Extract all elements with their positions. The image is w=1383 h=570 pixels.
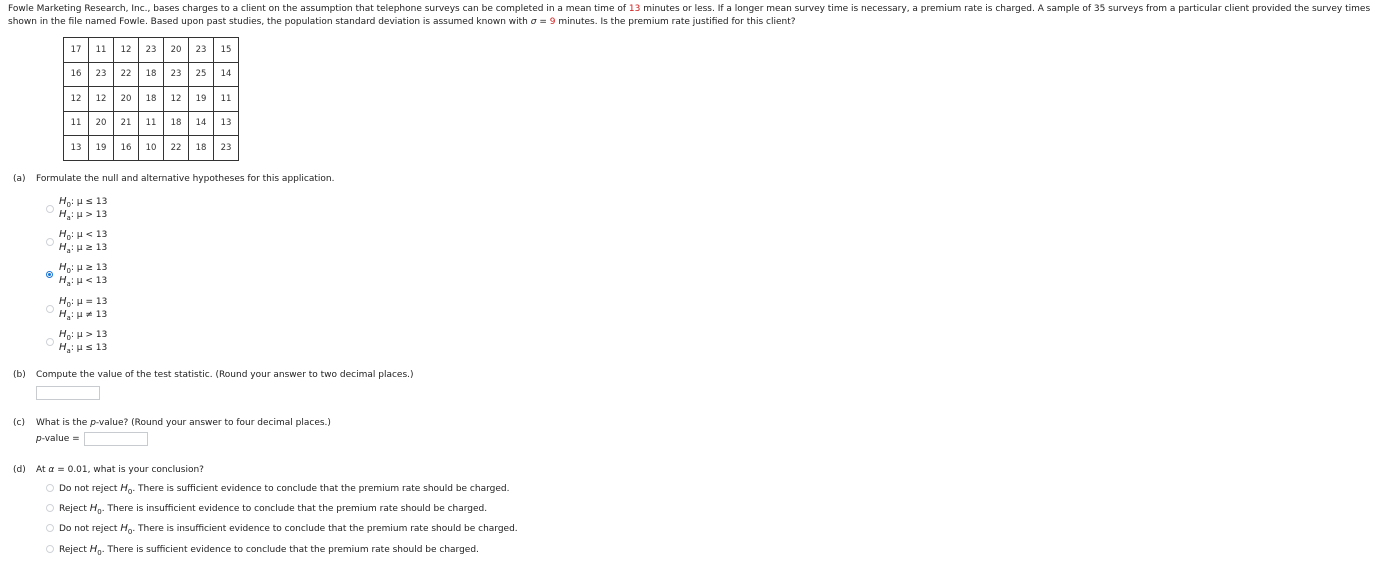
hypothesis-option[interactable] — [46, 296, 166, 326]
alt-subscript: a — [66, 214, 71, 222]
table-cell: 23 — [164, 62, 189, 87]
part-a-question: Formulate the null and alternative hypotheses for this application. — [36, 174, 335, 184]
colon: : — [71, 230, 75, 240]
table-cell: 23 — [189, 38, 214, 63]
p-value-label — [36, 434, 80, 444]
h-letter: H — [59, 329, 67, 340]
conclusion-text: . There is sufficient evidence to conclude that the premium rate should be charged. — [101, 545, 479, 555]
table-cell: 16 — [64, 62, 89, 87]
null-subscript: 0 — [127, 488, 133, 496]
conclusion-action: Reject — [59, 504, 90, 514]
null-hypothesis — [59, 296, 107, 307]
part-c-p: p — [90, 418, 96, 428]
table-cell: 21 — [114, 111, 139, 136]
radio-button[interactable] — [46, 271, 53, 278]
table-cell: 23 — [214, 136, 239, 161]
conclusion-action: Do not reject — [59, 484, 121, 494]
h-letter: H — [120, 523, 128, 534]
null-hypothesis-text: μ = 13 — [76, 297, 108, 307]
conclusion-option[interactable] — [46, 544, 479, 555]
table-cell: 19 — [189, 87, 214, 112]
colon: : — [70, 276, 74, 286]
conclusion-text: . There is insufficient evidence to conclude that the premium rate should be charged. — [101, 504, 488, 514]
hypothesis-option[interactable] — [46, 196, 166, 226]
part-b-label: (b) — [13, 370, 26, 380]
null-hypothesis-text: μ ≥ 13 — [76, 263, 108, 273]
alternative-hypothesis — [59, 342, 107, 353]
null-hypothesis-text: μ < 13 — [76, 230, 108, 240]
radio-button[interactable] — [46, 305, 54, 313]
alternative-hypothesis — [59, 275, 107, 286]
null-subscript: 0 — [97, 508, 102, 516]
colon: : — [71, 297, 75, 307]
table-row — [64, 38, 239, 63]
table-cell: 18 — [164, 111, 189, 136]
radio-button[interactable] — [46, 338, 54, 346]
h-letter: H — [59, 196, 67, 207]
part-d-text-2: = 0.01, what is your conclusion? — [54, 465, 204, 475]
table-cell: 10 — [139, 136, 164, 161]
table-cell: 12 — [114, 38, 139, 63]
radio-button[interactable] — [46, 524, 54, 532]
hypothesis-option[interactable] — [46, 262, 166, 292]
colon: : — [71, 330, 75, 340]
part-c-text-1: What is the — [36, 418, 91, 428]
table-cell: 11 — [64, 111, 89, 136]
alt-subscript: a — [66, 247, 71, 255]
h-letter: H — [59, 296, 67, 307]
sigma-symbol: σ — [530, 16, 537, 27]
part-d-label: (d) — [13, 465, 26, 475]
radio-button[interactable] — [46, 545, 54, 553]
null-subscript: 0 — [97, 549, 102, 557]
part-d-question — [36, 465, 204, 475]
table-row — [64, 62, 239, 87]
p-value-label-p: p — [36, 434, 42, 444]
null-subscript: 0 — [66, 334, 71, 342]
table-row — [64, 111, 239, 136]
colon: : — [70, 310, 74, 320]
radio-button[interactable] — [46, 484, 54, 492]
part-c-question — [36, 418, 331, 428]
conclusion-text: . There is insufficient evidence to conclude that the premium rate should be charged. — [132, 524, 518, 534]
null-subscript: 0 — [66, 201, 71, 209]
problem-statement — [8, 3, 1373, 28]
table-cell: 15 — [214, 38, 239, 63]
alternative-hypothesis — [59, 242, 107, 253]
h-letter: H — [59, 275, 67, 286]
alternative-hypothesis-text: μ ≠ 13 — [76, 310, 108, 320]
hypothesis-option[interactable] — [46, 229, 166, 259]
table-cell: 13 — [64, 136, 89, 161]
table-cell: 20 — [114, 87, 139, 112]
colon: : — [70, 343, 74, 353]
p-value-input[interactable] — [84, 432, 148, 446]
alt-subscript: a — [66, 280, 71, 288]
table-row — [64, 87, 239, 112]
colon: : — [70, 243, 74, 253]
conclusion-option[interactable] — [46, 523, 518, 534]
null-subscript: 0 — [66, 234, 71, 242]
p-value-label-text: -value = — [41, 434, 80, 444]
table-cell: 22 — [164, 136, 189, 161]
radio-button[interactable] — [46, 238, 54, 246]
table-cell: 23 — [139, 38, 164, 63]
alt-subscript: a — [66, 314, 71, 322]
part-b-question: Compute the value of the test statistic. (Round your answer to two decimal places.) — [36, 370, 414, 380]
alpha-symbol: α — [48, 465, 55, 475]
h-letter: H — [59, 229, 67, 240]
table-cell: 23 — [89, 62, 114, 87]
intro-text-3: minutes. Is the premium rate justified for this client? — [555, 16, 796, 27]
table-cell: 12 — [89, 87, 114, 112]
intro-text-1: Fowle Marketing Research, Inc., bases charges to a client on the assumption that telephone surveys can be completed in a mean time of — [8, 4, 629, 14]
table-cell: 18 — [139, 62, 164, 87]
table-cell: 16 — [114, 136, 139, 161]
part-d-text-1: At — [36, 465, 49, 475]
table-cell: 13 — [214, 111, 239, 136]
h-letter: H — [89, 503, 98, 514]
table-cell: 25 — [189, 62, 214, 87]
h-letter: H — [59, 242, 67, 253]
alternative-hypothesis-text: μ > 13 — [76, 210, 108, 220]
null-hypothesis — [59, 262, 107, 273]
part-a-label: (a) — [13, 174, 26, 184]
null-subscript: 0 — [127, 528, 133, 536]
null-hypothesis-text: μ > 13 — [76, 330, 108, 340]
survey-times-table — [63, 37, 239, 161]
table-cell: 14 — [189, 111, 214, 136]
intro-text-2: minutes or less. If a longer mean survey time is necessary, a premium rate is charged. A sample of 35 surveys from a particular client provided the survey times shown in the file named Fowle. Based upon past studies, the population standard deviation is assumed known with — [8, 4, 1371, 27]
alternative-hypothesis-text: μ ≤ 13 — [76, 343, 108, 353]
h-letter: H — [89, 544, 98, 555]
conclusion-action: Reject — [59, 545, 90, 555]
h-letter: H — [59, 309, 67, 320]
h-letter: H — [59, 209, 67, 220]
null-hypothesis — [59, 229, 107, 240]
table-cell: 12 — [164, 87, 189, 112]
alternative-hypothesis — [59, 309, 107, 320]
table-cell: 11 — [89, 38, 114, 63]
table-cell: 18 — [139, 87, 164, 112]
equals-sign: = — [536, 16, 550, 27]
table-cell: 12 — [64, 87, 89, 112]
table-cell: 22 — [114, 62, 139, 87]
table-cell: 20 — [164, 38, 189, 63]
h-letter: H — [59, 262, 67, 273]
test-statistic-input[interactable] — [36, 386, 100, 400]
alt-subscript: a — [66, 347, 71, 355]
hypothesis-option[interactable] — [46, 329, 166, 359]
null-subscript: 0 — [66, 301, 71, 309]
table-cell: 14 — [214, 62, 239, 87]
null-subscript: 0 — [66, 267, 71, 275]
alternative-hypothesis-text: μ ≥ 13 — [76, 243, 108, 253]
mean-value: 13 — [628, 4, 641, 14]
alternative-hypothesis-text: μ < 13 — [76, 276, 108, 286]
part-c-label: (c) — [13, 418, 25, 428]
null-hypothesis — [59, 196, 107, 207]
part-c-text-2: -value? (Round your answer to four decimal places.) — [95, 418, 331, 428]
colon: : — [71, 197, 75, 207]
conclusion-option[interactable] — [46, 503, 487, 514]
h-letter: H — [59, 342, 67, 353]
alternative-hypothesis — [59, 209, 107, 220]
table-row — [64, 136, 239, 161]
table-cell: 20 — [89, 111, 114, 136]
table-cell: 17 — [64, 38, 89, 63]
table-cell: 19 — [89, 136, 114, 161]
table-cell: 11 — [214, 87, 239, 112]
h-letter: H — [120, 483, 128, 494]
table-cell: 18 — [189, 136, 214, 161]
conclusion-action: Do not reject — [59, 524, 121, 534]
conclusion-option[interactable] — [46, 483, 509, 494]
null-hypothesis-text: μ ≤ 13 — [76, 197, 108, 207]
radio-button[interactable] — [46, 205, 54, 213]
null-hypothesis — [59, 329, 107, 340]
colon: : — [71, 263, 75, 273]
table-cell: 11 — [139, 111, 164, 136]
colon: : — [70, 210, 74, 220]
conclusion-text: . There is sufficient evidence to conclude that the premium rate should be charged. — [132, 484, 510, 494]
sigma-value: 9 — [549, 16, 556, 27]
radio-button[interactable] — [46, 504, 54, 512]
